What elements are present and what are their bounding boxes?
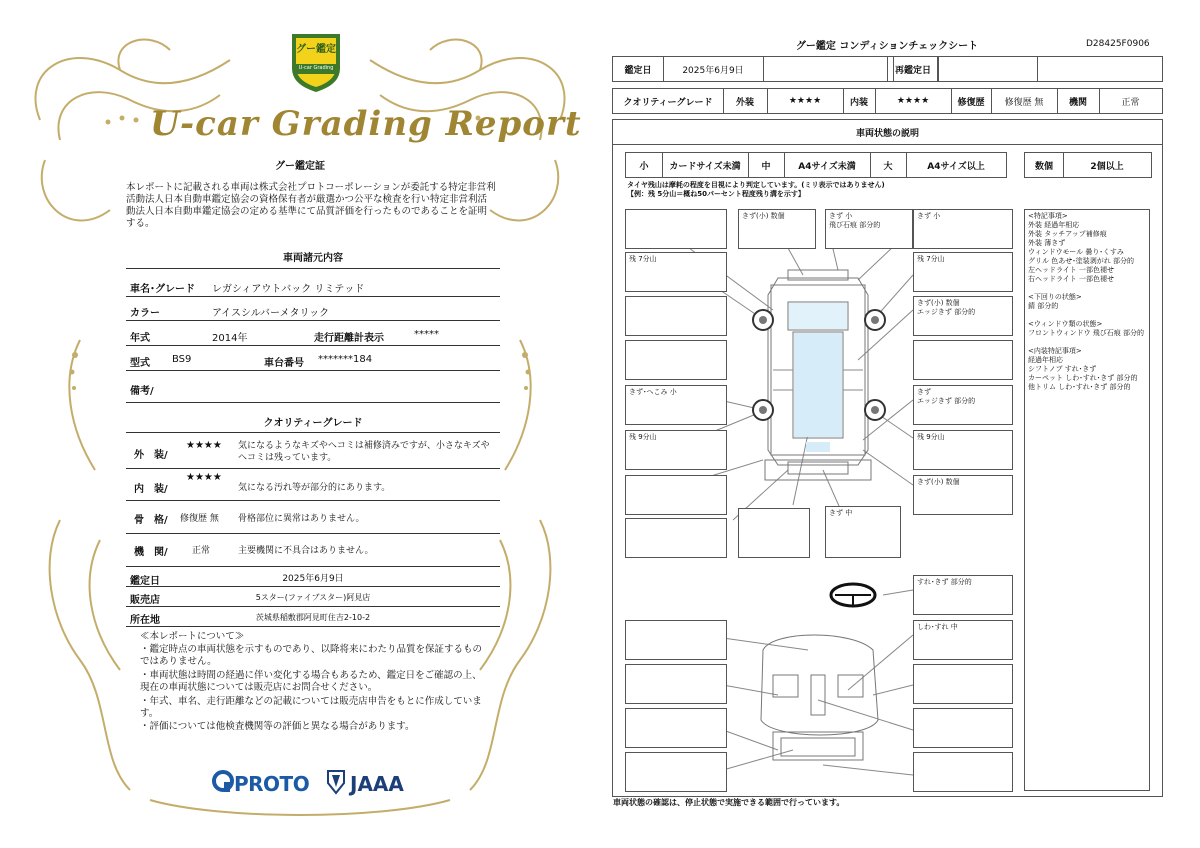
dealer-row xyxy=(126,588,500,607)
callout-box xyxy=(625,664,727,704)
date-row xyxy=(612,56,1163,82)
callout-top-1: きず(小) 数個 xyxy=(738,209,816,249)
interior-stars: ★★★★ xyxy=(186,472,222,483)
repair-label: 修復歴 xyxy=(951,89,992,113)
mileage-label: 走行距離計表示 xyxy=(314,333,384,344)
callout-right-mid: きず(小) 数個 エッジきず 部分的 xyxy=(913,296,1013,336)
callout-box xyxy=(625,620,727,660)
name-value: レガシィアウトバック リミテッド xyxy=(212,284,365,295)
int-stars: ★★★★ xyxy=(875,89,952,113)
note-line: フロントウィンドウ 飛び石痕 部分的 xyxy=(1028,329,1145,337)
spec-row-year xyxy=(126,325,500,346)
exterior-label: 外 装/ xyxy=(134,450,168,461)
date-value: 2025年6月9日 xyxy=(282,574,344,584)
legend-medium: 中 xyxy=(748,153,785,177)
qg-label: クオリティーグレード xyxy=(613,89,724,113)
callout-box xyxy=(625,296,727,336)
legend-small: 小 xyxy=(626,153,663,177)
quality-row-exterior xyxy=(126,436,500,469)
legend-small-desc: カードサイズ未満 xyxy=(662,153,749,177)
location-value: 茨城県稲敷郡阿見町住吉2-10-2 xyxy=(255,613,371,622)
interior-text: 気になる汚れ等が部分的にあります。 xyxy=(238,483,391,493)
int-label: 内装 xyxy=(843,89,876,113)
quality-row-frame xyxy=(126,503,500,534)
note-line: <特記事項> xyxy=(1028,212,1068,220)
interior-label: 内 装/ xyxy=(134,484,168,495)
note-line: 左ヘッドライト 一部色褪せ xyxy=(1028,266,1115,274)
location-label: 所在地 xyxy=(130,615,160,626)
special-notes xyxy=(1024,209,1150,791)
note-line: グリル 色あせ･塗装剥がれ 部分的 xyxy=(1028,257,1134,265)
date-row xyxy=(126,568,500,587)
section-title: 車両状態の説明 xyxy=(613,120,1162,145)
callout-box xyxy=(625,752,727,792)
note-line: ウィンドウモール 曇り･くすみ xyxy=(1028,248,1124,256)
remarks-label: 備考/ xyxy=(130,386,154,397)
engine-text: 主要機関に不具合はありません。 xyxy=(238,546,374,556)
sheet-title: グー鑑定 コンディションチェックシート xyxy=(795,41,979,52)
logo-sub: U-car Grading xyxy=(298,65,334,71)
repair-value: 修復歴 無 xyxy=(991,89,1058,113)
doc-id: D28425F0906 xyxy=(1086,39,1150,49)
callout-seat: しわ･すれ 中 xyxy=(913,620,1013,660)
callout-box xyxy=(625,475,727,515)
proto-mark-icon xyxy=(212,770,234,794)
exterior-stars: ★★★★ xyxy=(186,440,222,451)
year-label: 年式 xyxy=(130,333,150,344)
model-value: BS9 xyxy=(172,354,192,365)
callout-tire-rl: 残 9分山 xyxy=(625,430,727,470)
color-label: カラー xyxy=(130,308,160,319)
note-line xyxy=(1028,284,1146,293)
tire-note-2: 【例：残 5分山＝概ね50パーセント程度残り溝を示す】 xyxy=(627,190,805,198)
sheet-footer: 車両状態の確認は、停止状態で実施できる範囲で行っています。 xyxy=(613,798,845,807)
date-label: 鑑定日 xyxy=(613,57,664,81)
dealer-label: 販売店 xyxy=(130,595,160,606)
jaaa-mark-icon xyxy=(326,769,346,795)
callout-box xyxy=(913,752,1013,792)
legend-count: 数個 xyxy=(1025,153,1064,177)
note-line: 他トリム しわ･すれ･きず 部分的 xyxy=(1028,383,1131,391)
note-4: ・評価については他検査機関等の評価と異なる場合があります。 xyxy=(140,721,415,732)
tire-note-1: タイヤ残山は摩耗の程度を目視により判定しています。(ミリ表示ではありません) xyxy=(627,181,885,189)
note-3: ・年式、車名、走行距離などの記載については販売店申告をもとに作成しています。 xyxy=(140,696,482,719)
legend-medium-desc: A4サイズ未満 xyxy=(784,153,871,177)
ext-label: 外装 xyxy=(723,89,768,113)
note-line: <ウィンドウ類の状態> xyxy=(1028,320,1103,328)
callout-dent: きず･へこみ 小 xyxy=(625,385,727,425)
callout-right-bottom: きず(小) 数個 xyxy=(913,475,1013,515)
proto-logo: PROTO xyxy=(234,772,310,796)
redate-label: 再鑑定日 xyxy=(887,57,939,81)
engine-value: 正常 xyxy=(192,546,211,556)
chassis-label: 車台番号 xyxy=(264,358,304,369)
callout-top-2: きず 小 飛び石痕 部分的 xyxy=(825,209,913,249)
callout-top-3: きず 小 xyxy=(913,209,1013,249)
note-line: シフトノブ すれ･きず xyxy=(1028,365,1097,373)
redate-value xyxy=(937,57,1038,81)
callout-box xyxy=(625,518,727,558)
callout-box xyxy=(625,209,727,249)
spec-row-model xyxy=(126,350,500,371)
spec-row-remarks xyxy=(126,376,500,403)
note-line xyxy=(1028,338,1146,347)
date-value: 2025年6月9日 xyxy=(663,57,764,81)
callout-box xyxy=(913,708,1013,748)
date-label: 鑑定日 xyxy=(130,576,160,587)
notes-list xyxy=(1028,212,1146,392)
frame-label: 骨 格/ xyxy=(134,515,168,526)
note-line: 右ヘッドライト 一部色褪せ xyxy=(1028,275,1115,283)
certificate-subtitle: グー鑑定証 xyxy=(275,161,325,172)
spec-row-color xyxy=(126,300,500,321)
name-label: 車名･グレード xyxy=(130,284,195,295)
jaaa-logo: JAAA xyxy=(350,772,404,796)
logo-text: グー鑑定 xyxy=(296,44,336,55)
blank-cell xyxy=(763,57,894,81)
callout-tire-fl: 残 7分山 xyxy=(625,252,727,292)
quality-row-interior xyxy=(126,470,500,501)
exterior-text: 気になるようなキズやヘコミは補修済みですが、小さなキズやヘコミは残っています。 xyxy=(238,441,490,463)
divider xyxy=(126,432,500,433)
divider xyxy=(126,268,500,269)
note-line: <下回りの状態> xyxy=(1028,293,1082,301)
note-line: 錆 部分的 xyxy=(1028,302,1059,310)
note-line: 経過年相応 xyxy=(1028,356,1063,364)
callout-box xyxy=(913,664,1013,704)
chassis-value: *******184 xyxy=(318,354,373,365)
callout-tire-rr: 残 9分山 xyxy=(913,430,1013,470)
color-value: アイスシルバーメタリック xyxy=(212,308,330,319)
year-value: 2014年 xyxy=(212,333,248,344)
model-label: 型式 xyxy=(130,358,150,369)
location-row xyxy=(126,608,500,627)
dealer-value: 5スター(ファイブスター)阿見店 xyxy=(255,593,371,602)
note-line: 外装 薄きず xyxy=(1028,239,1066,247)
quality-heading: クオリティーグレード xyxy=(263,418,363,429)
callout-rear-mid: きず 中 xyxy=(825,506,901,558)
engine-label: 機 関/ xyxy=(134,547,168,558)
note-2: ・車両状態は時間の経過に伴い変化する場合もあるため、鑑定日をご確認の上、現在の車両状態については販売店にお問合せください。 xyxy=(140,670,482,693)
certificate-intro: 本レポートに記載される車両は株式会社プロトコーポレーションが委託する特定非営利活動法人日本自動車鑑定協会の資格保有者が厳選かつ公平な検査を行い特定非営利活動法人日本自動車鑑定協会の定める基準にて品質評価を行ったものであることを証明する。 xyxy=(126,182,496,229)
spec-row-name xyxy=(126,276,500,297)
callout-box xyxy=(913,340,1013,380)
frame-value: 修復歴 無 xyxy=(180,514,219,524)
callout-tire-fr: 残 7分山 xyxy=(913,252,1013,292)
callout-box xyxy=(625,340,727,380)
callout-steering: すれ･きず 部分的 xyxy=(913,575,1013,615)
mileage-value: ***** xyxy=(414,329,439,340)
engine-value: 正常 xyxy=(1121,97,1140,108)
quality-row-engine xyxy=(126,536,500,567)
script-title: U-car Grading Report xyxy=(150,104,582,144)
engine-label: 機関 xyxy=(1057,89,1100,113)
notes-heading: ≪本レポートについて≫ xyxy=(140,631,245,642)
specs-heading: 車両諸元内容 xyxy=(283,253,343,264)
ext-stars: ★★★★ xyxy=(767,89,844,113)
callout-right-edge: きず エッジきず 部分的 xyxy=(913,385,1013,425)
note-1: ・鑑定時点の車両状態を示すものであり、以降将来にわたり品質を保証するものではありません。 xyxy=(140,644,483,667)
legend-count-desc: 2個以上 xyxy=(1090,161,1124,172)
legend-large: 大 xyxy=(870,153,907,177)
note-line: 外装 タッチアップ補修痕 xyxy=(1028,230,1107,238)
note-line: <内装特記事項> xyxy=(1028,347,1082,355)
note-line: カーペット しわ･すれ･きず 部分的 xyxy=(1028,374,1138,382)
note-line xyxy=(1028,311,1146,320)
blank-cell xyxy=(1037,57,1162,81)
note-line: 外装 経過年相応 xyxy=(1028,221,1080,229)
callout-box xyxy=(738,508,810,558)
condition-panel xyxy=(612,119,1163,797)
callout-box xyxy=(625,708,727,748)
legend-large-desc: A4サイズ以上 xyxy=(927,161,985,172)
grade-row xyxy=(612,88,1163,114)
frame-text: 骨格部位に異常はありません。 xyxy=(238,514,365,524)
